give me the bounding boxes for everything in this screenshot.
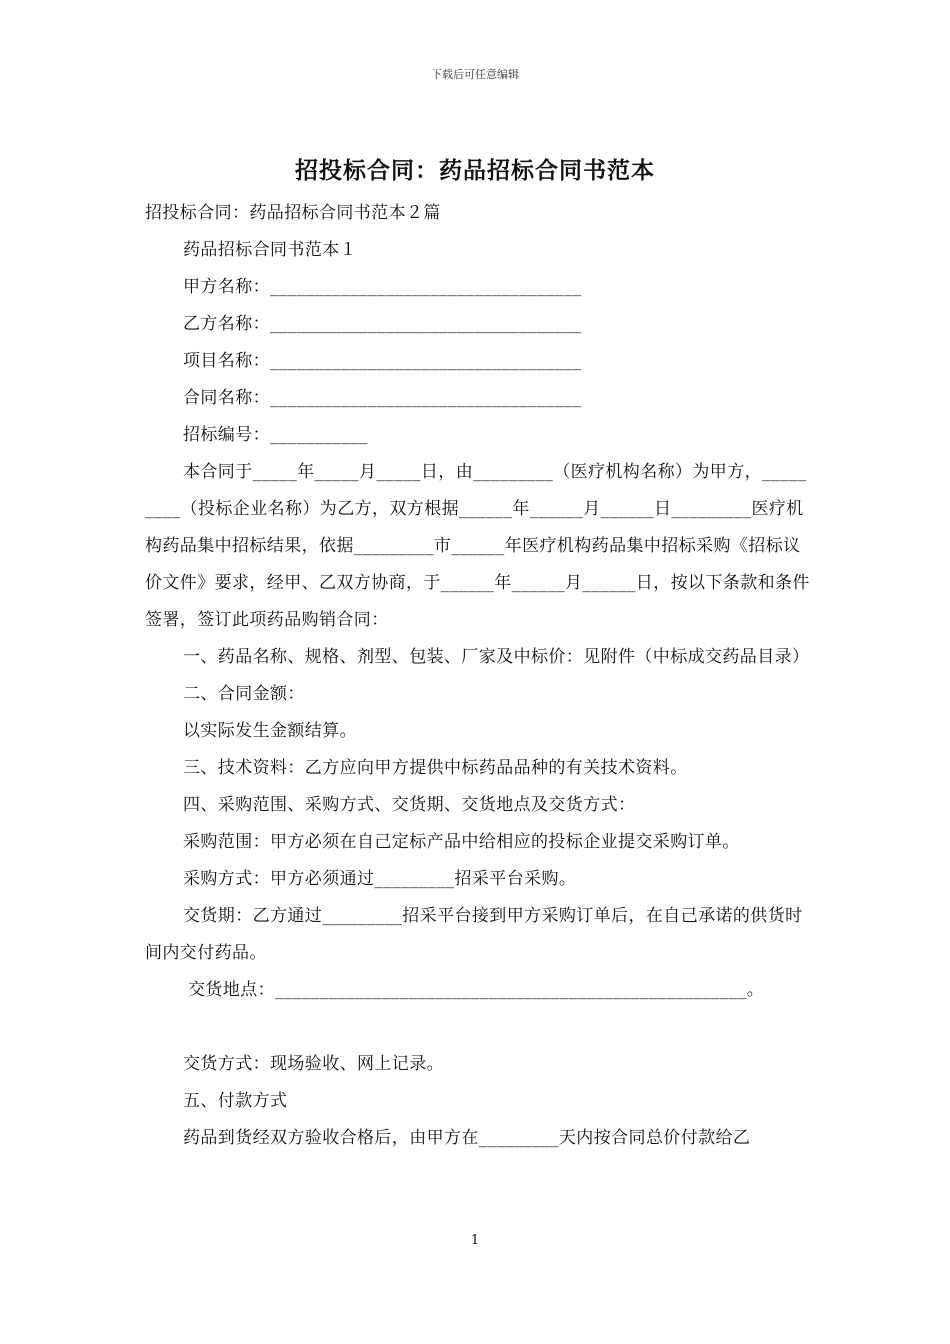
- document-title: 招投标合同：药品招标合同书范本: [295, 157, 655, 184]
- purchase-method: 采购方式：甲方必须通过_________招采平台采购。: [183, 869, 577, 889]
- clause-5: 五、付款方式: [183, 1091, 288, 1111]
- delivery-location: 交货地点：_____________________________________________________。: [188, 980, 765, 1000]
- payment-terms: 药品到货经双方验收合格后，由甲方在_________天内按合同总价付款给乙: [183, 1128, 751, 1148]
- clause-1: 一、药品名称、规格、剂型、包装、厂家及中标价：见附件（中标成交药品目录）: [183, 647, 810, 667]
- page-header: 下载后可任意编辑: [431, 68, 519, 81]
- tender-number-field: 招标编号：___________: [183, 425, 368, 445]
- blank-line: [145, 1009, 810, 1046]
- clause-2: 二、合同金额：: [183, 684, 305, 704]
- clause-3: 三、技术资料：乙方应向甲方提供中标药品品种的有关技术资料。: [183, 758, 688, 778]
- contract-name-field: 合同名称：___________________________________: [183, 388, 582, 408]
- project-name-field: 项目名称：___________________________________: [183, 351, 582, 371]
- delivery-method: 交货方式：现场验收、网上记录。: [183, 1054, 444, 1074]
- clause-2-body: 以实际发生金额结算。: [183, 721, 357, 741]
- page-number: 1: [470, 1233, 480, 1248]
- clause-4: 四、采购范围、采购方式、交货期、交货地点及交货方式：: [183, 795, 636, 815]
- subtitle-line: 招投标合同：药品招标合同书范本２篇: [145, 203, 441, 223]
- contract-intro-paragraph: 本合同于_____年_____月_____日，由_________（医疗机构名称）为甲方，_________（投标企业名称）为乙方，双方根据______年______月______日_________医疗机构药品集中招标结果，依据_________市______年医疗机构药品集中招标采购《招标议价文件》要求，经甲、乙双方协商，于______年______月______日，按以下条款和条件签署，签订此项药品购销合同：: [145, 462, 810, 630]
- document-body: [145, 195, 810, 1157]
- delivery-period: 交货期：乙方通过_________招采平台接到甲方采购订单后，在自己承诺的供货时间内交付药品。: [145, 906, 803, 963]
- purchase-scope: 采购范围：甲方必须在自己定标产品中给相应的投标企业提交采购订单。: [183, 832, 740, 852]
- section-heading: 药品招标合同书范本１: [183, 240, 357, 260]
- party-b-field: 乙方名称：___________________________________: [183, 314, 582, 334]
- party-a-field: 甲方名称：___________________________________: [183, 277, 582, 297]
